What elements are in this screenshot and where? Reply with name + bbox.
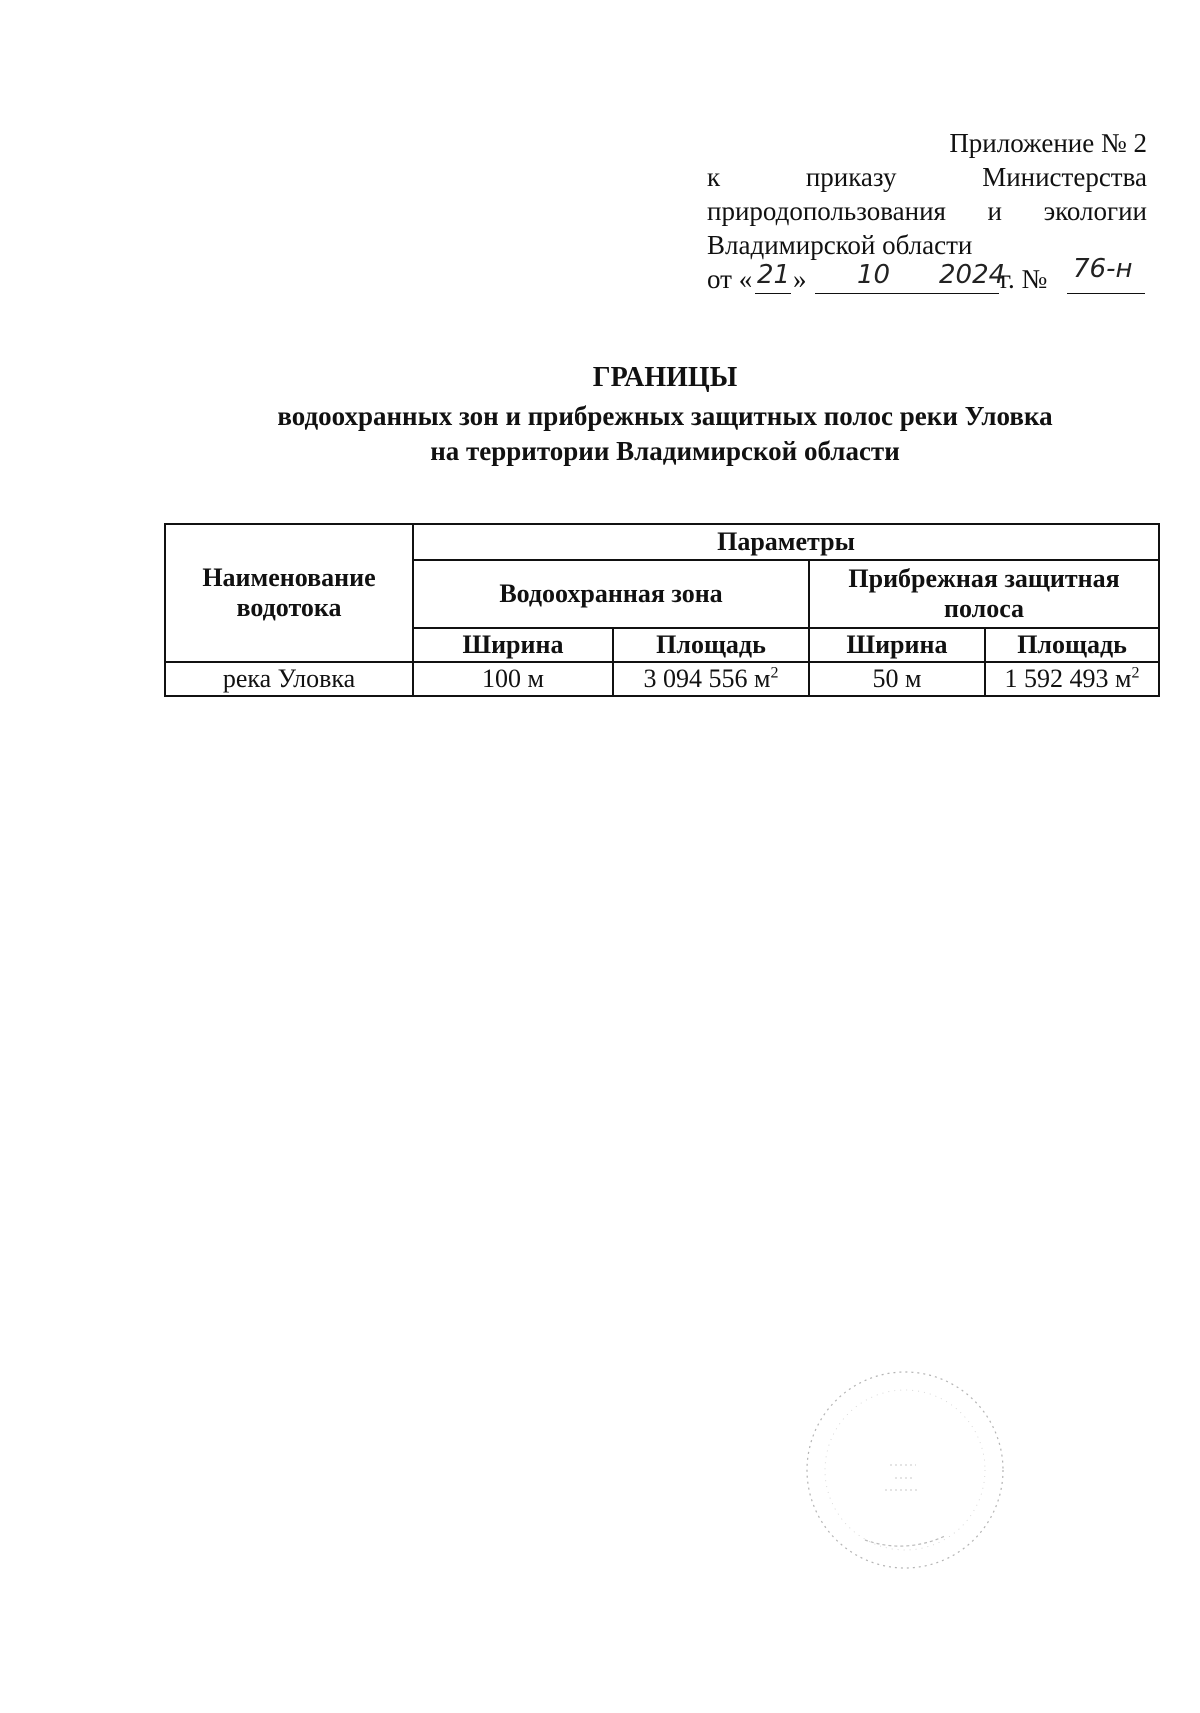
order-year: 2024 xyxy=(939,260,1006,290)
unit-superscript: 2 xyxy=(770,664,779,682)
word: Министерства xyxy=(982,162,1147,192)
order-year-suffix: г. № xyxy=(1000,264,1048,294)
order-month: 10 xyxy=(857,260,891,290)
cell-strip-width: 50 м xyxy=(809,662,985,696)
word: к xyxy=(707,162,721,192)
document-subtitle-line-2: на территории Владимирской области xyxy=(430,436,900,466)
word: приказу xyxy=(805,162,897,192)
header-water-protection-zone: Водоохранная зона xyxy=(413,560,809,628)
order-prefix: от « xyxy=(707,264,753,294)
appendix-title: Приложение № 2 xyxy=(949,128,1147,158)
appendix-line-3 xyxy=(707,194,1147,228)
document-title: ГРАНИЦЫ xyxy=(592,362,738,393)
document-title-block xyxy=(150,360,1180,469)
header-watercourse-name: Наименование водотока xyxy=(165,524,413,662)
appendix-line-4: Владимирской области xyxy=(707,230,973,260)
appendix-line-2 xyxy=(707,160,1147,194)
word: экологии xyxy=(1043,196,1147,226)
cell-zone-area xyxy=(613,662,809,696)
appendix-block xyxy=(707,126,1147,302)
cell-watercourse-name: река Уловка xyxy=(165,662,413,696)
stamp-seal xyxy=(795,1360,1015,1580)
header-zone-width: Ширина xyxy=(413,628,613,662)
header-zone-area: Площадь xyxy=(613,628,809,662)
month-year-underline xyxy=(815,293,999,294)
strip-area-value: 1 592 493 м xyxy=(1004,664,1132,693)
number-underline xyxy=(1067,293,1145,294)
zone-area-value: 3 094 556 м xyxy=(643,664,771,693)
unit-superscript: 2 xyxy=(1131,664,1140,682)
parameters-table xyxy=(164,523,1160,697)
order-day: 21 xyxy=(757,260,791,290)
cell-strip-area xyxy=(985,662,1159,696)
header-strip-width: Ширина xyxy=(809,628,985,662)
cell-zone-width: 100 м xyxy=(413,662,613,696)
word: природопользования xyxy=(707,196,946,226)
word: и xyxy=(987,196,1002,226)
table-header-row xyxy=(165,524,1159,560)
header-parameters: Параметры xyxy=(413,524,1159,560)
order-date-number-line xyxy=(707,254,1147,302)
document-subtitle-line-1: водоохранных зон и прибрежных защитных полос реки Уловка xyxy=(277,401,1053,431)
order-number: 76-н xyxy=(1073,254,1133,284)
header-coastal-protection-strip: Прибрежная защитная полоса xyxy=(809,560,1159,628)
table-row xyxy=(165,662,1159,696)
header-strip-area: Площадь xyxy=(985,628,1159,662)
order-close-quote: » xyxy=(793,264,807,294)
day-underline xyxy=(755,293,791,294)
